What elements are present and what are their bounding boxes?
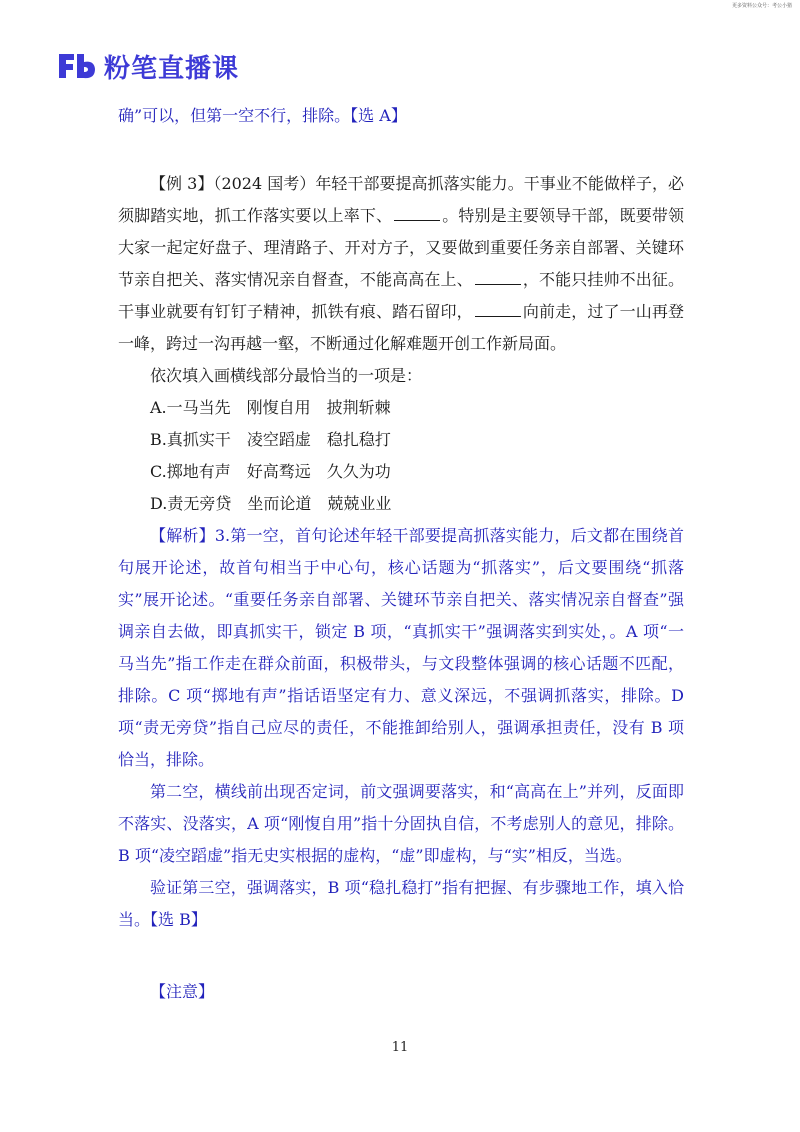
blank-1 <box>394 202 440 221</box>
brand-name: 粉笔直播课 <box>104 53 240 84</box>
analysis-paragraph-2: 第二空，横线前出现否定词，前文强调要落实，和“高高在上”并列，反面即不落实、没落实，A 项“刚愎自用”指十分固执自信，不考虑别人的意见，排除。B 项“凌空蹈虚”指无史实根据的虚构，“虚”即虚构，与“实”相反，当选。 <box>118 782 684 865</box>
analysis-paragraph-3: 验证第三空，强调落实，B 项“稳扎稳打”指有把握、有步骤地工作，填入恰当。【选 B】 <box>118 878 684 929</box>
document-body <box>118 100 684 1008</box>
blank-2 <box>475 266 521 285</box>
page-number: 11 <box>391 1040 409 1055</box>
option-b: B.真抓实干 凌空蹈虚 稳扎稳打 <box>150 430 391 449</box>
example-passage <box>118 168 684 360</box>
previous-answer-tail: 确”可以，但第一空不行，排除。【选 A】 <box>118 106 407 125</box>
option-a: A.一马当先 刚愎自用 披荆斩棘 <box>150 398 391 417</box>
top-note: 更多资料公众号：考公小猪 <box>731 3 792 9</box>
fb-logo-icon <box>56 51 98 81</box>
passage-part-2: 。特别是主要领导干部，既要带领大家一起定好盘子、理清路子、开对方子，又要做到重要任务亲自部署、关键环节亲自把关、落实情况亲自督查，不能高高在上、 <box>118 206 684 289</box>
blank-3 <box>475 298 521 317</box>
question-prompt: 依次填入画横线部分最恰当的一项是： <box>150 366 423 385</box>
passage-part-4: 向前走，过了一山再登一峰，跨过一沟再越一壑，不断通过化解难题开创工作新局面。 <box>118 302 684 353</box>
option-d: D.责无旁贷 坐而论道 兢兢业业 <box>150 494 392 513</box>
brand-logo <box>56 46 239 86</box>
passage-part-3: ，不能只挂帅不出征。干事业就要有钉钉子精神，抓铁有痕、踏石留印， <box>118 270 684 321</box>
note-heading: 【注意】 <box>150 982 215 1001</box>
passage-part-1: 【例 3】（2024 国考）年轻干部要提高抓落实能力。干事业不能做样子，必须脚踏实地，抓工作落实要以上率下、 <box>118 174 684 225</box>
analysis-paragraph-1: 【解析】3.第一空，首句论述年轻干部要提高抓落实能力，后文都在围绕首句展开论述，故首句相当于中心句，核心话题为“抓落实”，后文要围绕“抓落实”展开论述。“重要任务亲自部署、关键环节亲自把关、落实情况亲自督查”强调亲自去做，即真抓实干，锁定 B 项，“真抓实干”强调落实到实处，。A 项“一马当先”指工作走在群众前面，积极带头，与文段整体强调的核心话题不匹配，排除。C 项“掷地有声”指话语坚定有力、意义深远，不强调抓落实，排除。D 项“责无旁贷”指自己应尽的责任，不能推卸给别人，强调承担责任，没有 B 项恰当，排除。 <box>118 526 684 769</box>
option-c: C.掷地有声 好高骛远 久久为功 <box>150 462 391 481</box>
